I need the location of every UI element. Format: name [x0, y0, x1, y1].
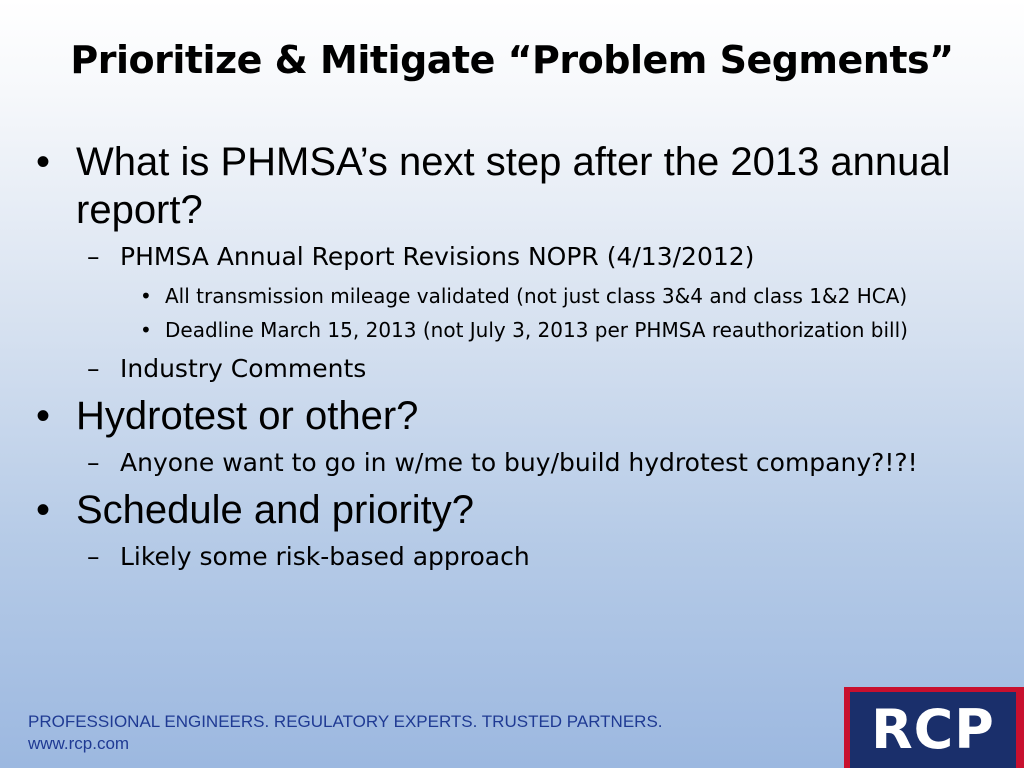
- bullet-mark: •: [36, 140, 51, 184]
- bullet-text: Hydrotest or other?: [76, 394, 419, 438]
- rcp-logo-text: RCP: [850, 692, 1016, 768]
- dash-mark: –: [87, 542, 100, 571]
- bullet-phmsa-next-step: [30, 138, 1020, 234]
- subsubbullet-text: Deadline March 15, 2013 (not July 3, 2013 per PHMSA reauthorization bill): [165, 318, 908, 342]
- footer-tagline: PROFESSIONAL ENGINEERS. REGULATORY EXPERTS. TRUSTED PARTNERS.: [28, 712, 663, 731]
- subbullet-nopr: [30, 240, 1020, 274]
- subbullet-risk-based: [30, 540, 1020, 574]
- bullet-hydrotest: [30, 392, 1020, 440]
- subbullet-hydrotest-company: [30, 446, 1020, 480]
- bullet-schedule: [30, 486, 1020, 534]
- bullet-mark: •: [36, 394, 51, 438]
- subsubbullet-mileage: [30, 280, 1020, 312]
- subbullet-text: Industry Comments: [120, 354, 367, 383]
- bullet-mark: •: [140, 318, 152, 342]
- dash-mark: –: [87, 354, 100, 383]
- subbullet-text: PHMSA Annual Report Revisions NOPR (4/13/2012): [120, 242, 755, 271]
- subbullet-text: Likely some risk-based approach: [120, 542, 530, 571]
- bullet-text: Schedule and priority?: [76, 488, 475, 532]
- rcp-logo: [844, 687, 1024, 768]
- slide-content: [30, 138, 1020, 580]
- bullet-text: What is PHMSA’s next step after the 2013 annual report?: [76, 140, 951, 232]
- dash-mark: –: [87, 242, 100, 271]
- bullet-mark: •: [140, 284, 152, 308]
- dash-mark: –: [87, 448, 100, 477]
- bullet-mark: •: [36, 488, 51, 532]
- footer: [28, 711, 663, 755]
- footer-url[interactable]: www.rcp.com: [28, 734, 130, 753]
- subbullet-industry-comments: [30, 352, 1020, 386]
- slide-title: Prioritize & Mitigate “Problem Segments”: [70, 38, 954, 82]
- subsubbullet-text: All transmission mileage validated (not just class 3&4 and class 1&2 HCA): [165, 284, 908, 308]
- subbullet-text: Anyone want to go in w/me to buy/build hydrotest company?!?!: [120, 448, 918, 477]
- subsubbullet-deadline: [30, 314, 1020, 346]
